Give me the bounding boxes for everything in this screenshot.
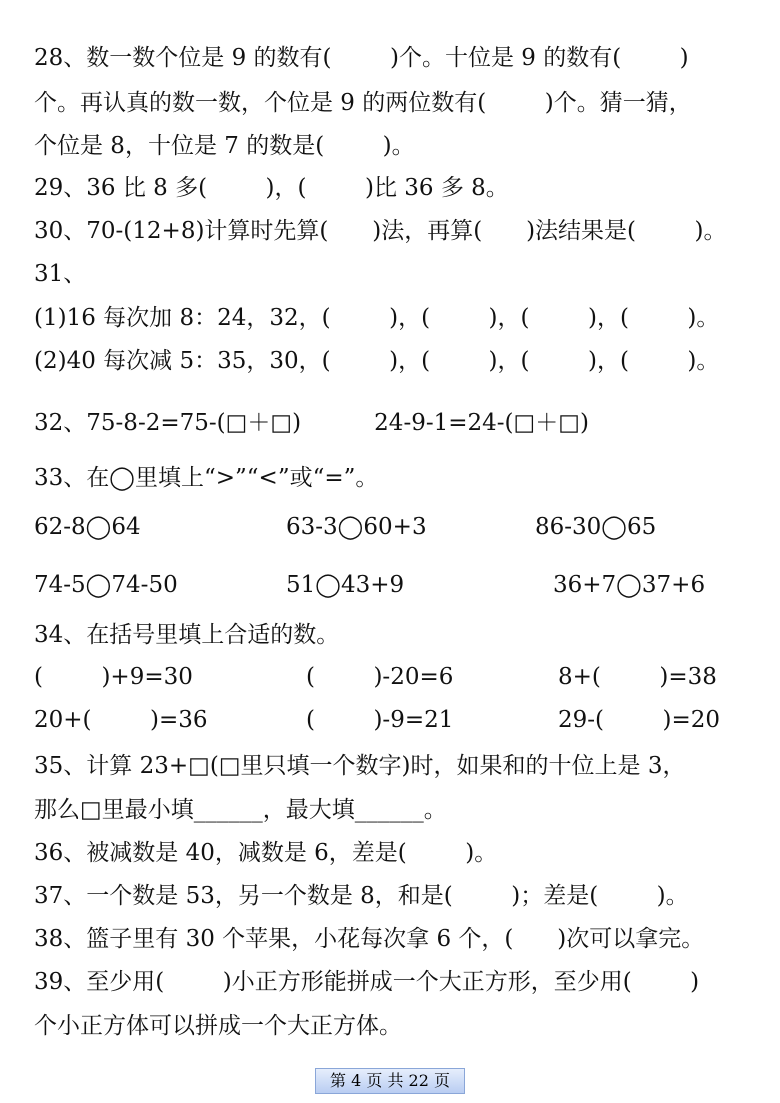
q33-row-1 [0,512,780,542]
q37-line: 37、一个数是 53，另一个数是 8，和是( )；差是( )。 [34,883,689,909]
q35-line-2: 那么□里最小填______，最大填______。 [34,797,447,823]
q33-item: 63-3◯60+3 [286,514,427,540]
q33-title: 33、在◯里填上“>”“<”或“=”。 [34,465,379,491]
q28-line-3: 个位是 8，十位是 7 的数是( )。 [34,133,415,159]
q32-line: 32、75-8-2=75-(□＋□) 24-9-1=24-(□＋□) [34,410,589,436]
q28-line-1: 28、数一数个位是 9 的数有( )个。十位是 9 的数有( ) [34,45,689,71]
q30-line: 30、70-(12+8)计算时先算( )法，再算( )法结果是( )。 [34,218,727,244]
q34-item: ( )-9=21 [306,707,454,733]
q36-line: 36、被减数是 40，减数是 6，差是( )。 [34,840,498,866]
q35-line-1: 35、计算 23+□(□里只填一个数字)时，如果和的十位上是 3， [34,753,686,779]
q34-item: 20+( )=36 [34,707,208,733]
q28-line-2: 个。再认真的数一数，个位是 9 的两位数有( )个。猜一猜， [34,90,692,116]
q34-item: 8+( )=38 [558,664,717,690]
q34-row-1 [0,662,780,692]
q31-part-2: (2)40 每次减 5：35，30，( )，( )，( )，( )。 [34,348,720,374]
q39-line-1: 39、至少用( )小正方形能拼成一个大正方形，至少用( ) [34,969,700,995]
q33-item: 74-5◯74-50 [34,572,178,598]
q31-part-1: (1)16 每次加 8：24，32，( )，( )，( )，( )。 [34,305,720,331]
q34-item: 29-( )=20 [558,707,721,733]
q33-item: 62-8◯64 [34,514,141,540]
q33-item: 36+7◯37+6 [553,572,706,598]
q33-row-2 [0,570,780,600]
page-number-footer: 第 4 页 共 22 页 [315,1068,465,1094]
q34-title: 34、在括号里填上合适的数。 [34,622,340,648]
q38-line: 38、篮子里有 30 个苹果，小花每次拿 6 个，( )次可以拿完。 [34,926,705,952]
q39-line-2: 个小正方体可以拼成一个大正方体。 [34,1013,402,1039]
q31-title: 31、 [34,261,87,287]
q33-item: 51◯43+9 [286,572,405,598]
q34-item: ( )-20=6 [306,664,454,690]
q34-item: ( )+9=30 [34,664,193,690]
q34-row-2 [0,705,780,735]
q33-item: 86-30◯65 [535,514,657,540]
q29-line: 29、36 比 8 多( )，( )比 36 多 8。 [34,175,509,201]
